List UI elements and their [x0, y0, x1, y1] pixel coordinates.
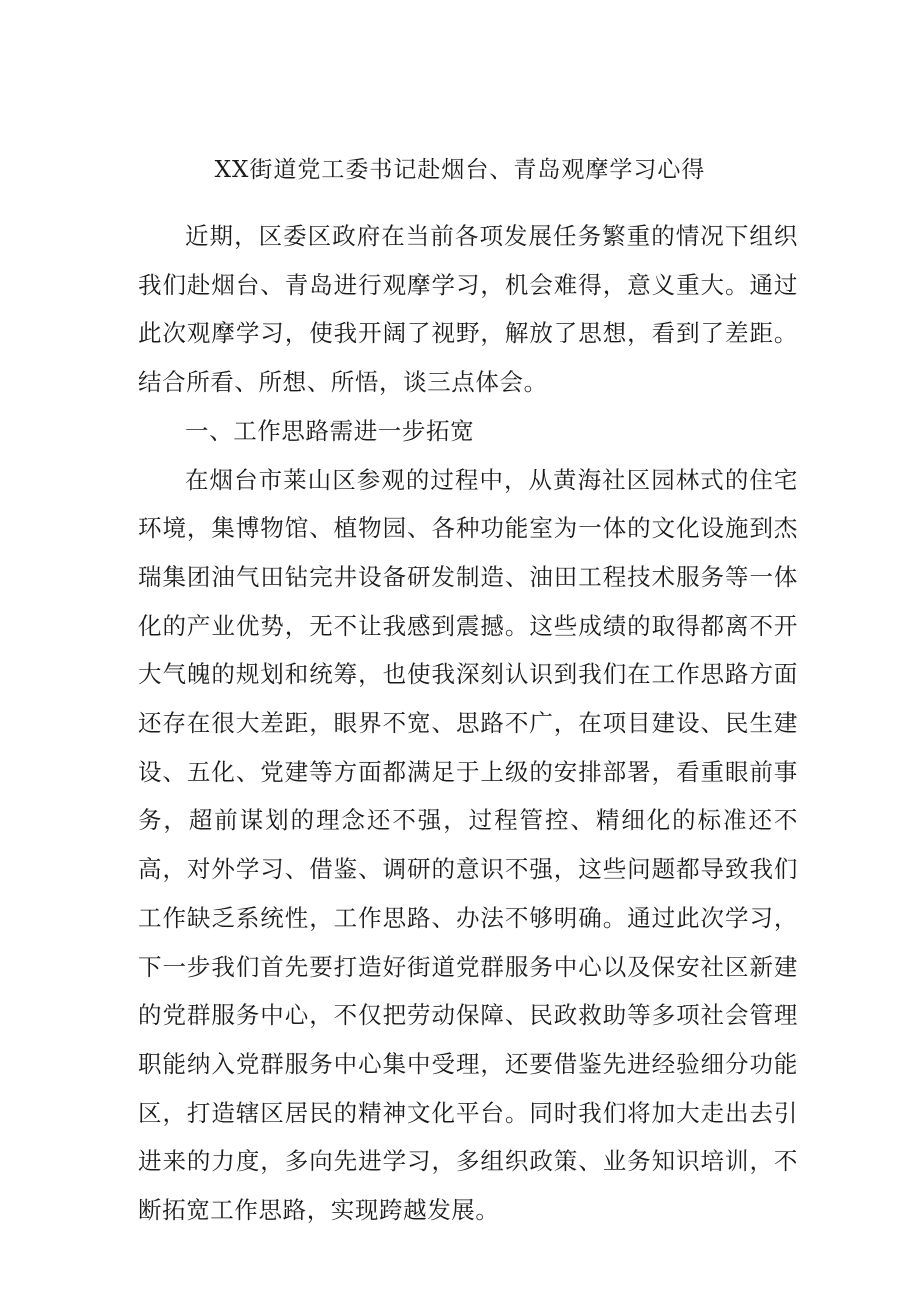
- intro-paragraph: 近期，区委区政府在当前各项发展任务繁重的情况下组织我们赴烟台、青岛进行观摩学习，机会难得，意义重大。通过此次观摩学习，使我开阔了视野，解放了思想，看到了差距。结合所看、所想、所悟，谈三点体会。: [138, 222, 798, 397]
- section-heading: 一、工作思路需进一步拓宽: [185, 416, 475, 445]
- document-title: XX街道党工委书记赴烟台、青岛观摩学习心得: [214, 157, 706, 183]
- body-paragraph: 在烟台市莱山区参观的过程中，从黄海社区园林式的住宅环境，集博物馆、植物园、各种功能室为一体的文化设施到杰瑞集团油气田钻完井设备研发制造、油田工程技术服务等一体化的产业优势，无不让我感到震撼。这些成绩的取得都离不开大气魄的规划和统筹，也使我深刻认识到我们在工作思路方面还存在很大差距，眼界不宽、思路不广，在项目建设、民生建设、五化、党建等方面都满足于上级的安排部署，看重眼前事务，超前谋划的理念还不强，过程管控、精细化的标准还不高，对外学习、借鉴、调研的意识不强，这些问题都导致我们工作缺乏系统性，工作思路、办法不够明确。通过此次学习，下一步我们首先要打造好街道党群服务中心以及保安社区新建的党群服务中心，不仅把劳动保障、民政救助等多项社会管理职能纳入党群服务中心集中受理，还要借鉴先进经验细分功能区，打造辖区居民的精神文化平台。同时我们将加大走出去引进来的力度，多向先进学习，多组织政策、业务知识培训，不断拓宽工作思路，实现跨越发展。: [138, 465, 798, 1225]
- document-body: [138, 212, 798, 1235]
